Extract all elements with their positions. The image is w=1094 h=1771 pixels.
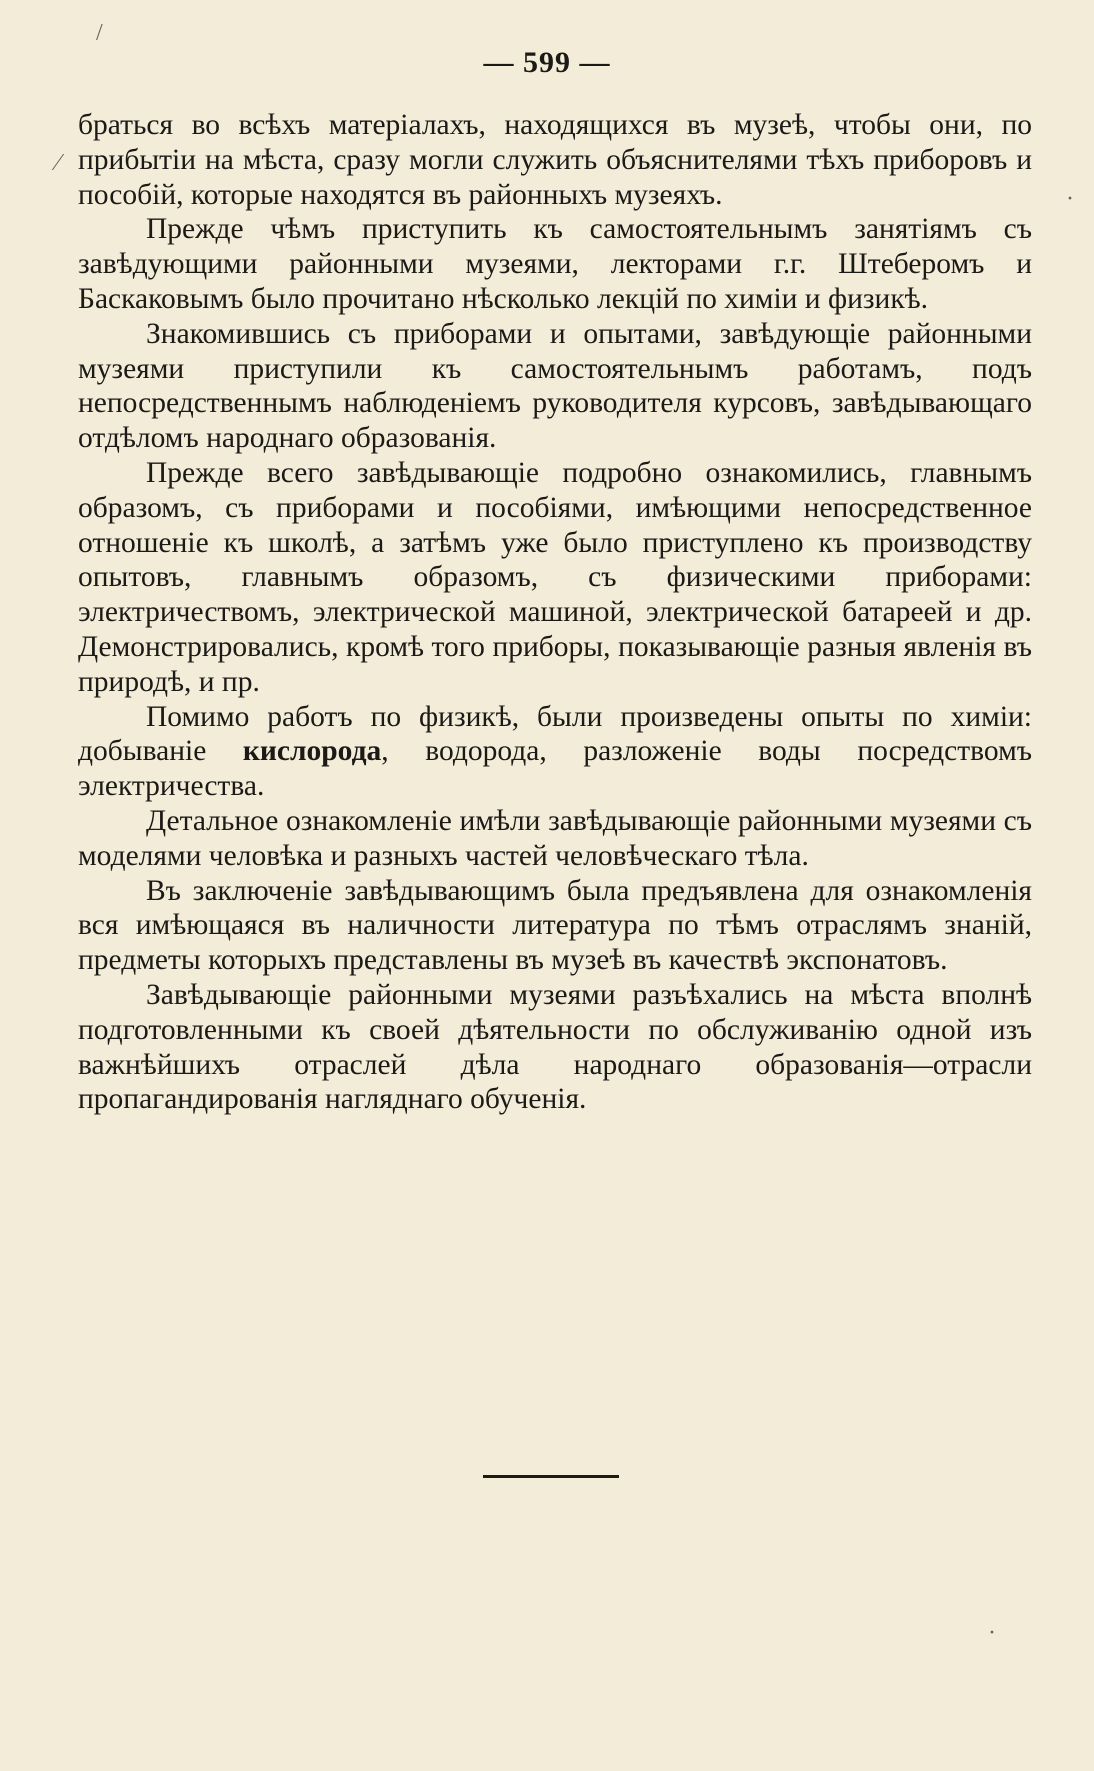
body-text	[78, 108, 1032, 1117]
dot-mark-icon: ·	[988, 1620, 996, 1646]
page-number: — 599 —	[483, 46, 611, 79]
paragraph-text: Помимо работъ по физикѣ, были произведены опыты по химіи: добываніе	[78, 700, 1032, 768]
paragraph	[78, 700, 1032, 804]
section-divider	[483, 1475, 619, 1478]
scratch-mark-icon: ⁄	[56, 150, 61, 176]
paragraph: Знакомившись съ приборами и опытами, завѣдующіе районными музеями приступили къ самостоятельнымъ работамъ, подъ непосредственнымъ наблюденіемъ руководителя курсовъ, завѣдывающаго отдѣломъ народнаго образованія.	[78, 317, 1032, 455]
dot-mark-icon: ·	[1066, 186, 1074, 212]
bold-term: кислорода	[242, 735, 382, 768]
paragraph: Прежде чѣмъ приступить къ самостоятельнымъ занятіямъ съ завѣдующими районными музеями, лекторами г.г. Штеберомъ и Баскаковымъ было прочитано нѣсколько лекцій по химіи и физикѣ.	[78, 213, 1032, 315]
paragraph: Завѣдывающіе районными музеями разъѣхались на мѣста вполнѣ подготовленными къ своей дѣятельности по обслуживанію одной изъ важнѣйшихъ отраслей дѣла народнаго образованія—отрасли пропагандированія нагляднаго обученія.	[78, 978, 1032, 1116]
paragraph-text: , водорода, разложеніе воды посредствомъ электричества.	[78, 735, 1032, 803]
paragraph: Прежде всего завѣдывающіе подробно ознакомились, главнымъ образомъ, съ приборами и пособіями, имѣющими непосредственное отношеніе къ школѣ, а затѣмъ уже было приступлено къ производству опытовъ, главнымъ образомъ, съ физическими приборами: электричествомъ, электрической машиной, электрической батареей и др. Демонстрировались, кромѣ того приборы, показывающіе разныя явленія въ природѣ, и пр.	[78, 456, 1032, 698]
scratch-mark-icon: /	[96, 20, 103, 46]
paragraph: Въ заключеніе завѣдывающимъ была предъявлена для ознакомленія вся имѣющаяся въ наличности литература по тѣмъ отраслямъ знаній, предметы которыхъ представлены въ музеѣ въ качествѣ экспонатовъ.	[78, 874, 1032, 977]
paragraph: браться во всѣхъ матеріалахъ, находящихся въ музеѣ, чтобы они, по прибытіи на мѣста, сразу могли служить объяснителями тѣхъ приборовъ и пособій, которые находятся въ районныхъ музеяхъ.	[78, 109, 1032, 211]
paragraph: Детальное ознакомленіе имѣли завѣдывающіе районными музеями съ моделями человѣка и разныхъ частей человѣческаго тѣла.	[78, 804, 1032, 872]
